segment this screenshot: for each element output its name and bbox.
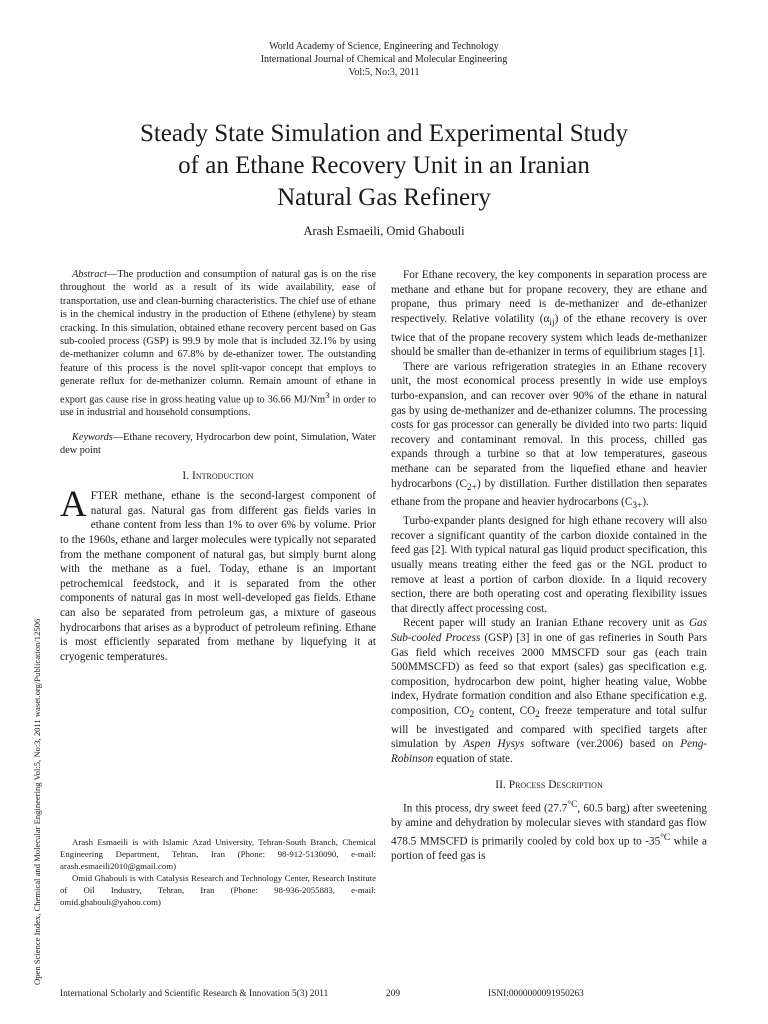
section-heading-introduction: I. Introduction <box>182 469 254 482</box>
paragraph-turbo-expander: Turbo-expander plants designed for high ethane recovery will also recover a significant quantity of the carbon dioxide contained in the feed gas [2]. With typical natural gas liquid product specification, this usually means treating either the feed gas or the NGL product to remove at least a portion of carbon dioxide. In a liquid recovery section, there are both operating cost and operating flexibility issues that directly affect processing cost. <box>391 515 707 615</box>
journal-header <box>0 40 768 79</box>
header-line-academy: World Academy of Science, Engineering and Technology <box>269 41 499 52</box>
left-column <box>60 268 376 664</box>
keywords: Keywords—Ethane recovery, Hydrocarbon dew point, Simulation, Water dew point <box>60 431 376 457</box>
page-number: 209 <box>386 989 401 999</box>
drop-cap: A <box>60 484 87 526</box>
author-footnotes <box>60 836 376 908</box>
paper-title <box>60 118 708 214</box>
introduction-paragraph: AFTER methane, ethane is the second-largest component of natural gas. Natural gas from different gas fields varies in ethane content from less than 1% to over 6% by volume. Prior to the 1960s, ethane and larger molecules were typically not separated from the methane component of natural gas, but simply burnt along with the methane as a fuel. Today, ethane is an important petrochemical feedstock, and it is separated from the other components of natural gas in most well-developed gas fields. Ethane can also be separated from petroleum gas, a mixture of gaseous hydrocarbons that arises as a byproduct of petroleum refining. Ethane is most efficiently separated from methane by liquefying it at cryogenic temperatures. <box>60 484 376 663</box>
abstract: Abstract—The production and consumption of natural gas is on the rise throughout the world as a result of its wide availability, ease of transportation, use and clean-burning characteristics. The chief use of ethane is in the chemical industry in the production of Ethene (ethylene) by steam cracking. In this simulation, obtained ethane recovery percent based on Gas sub-cooled process (GSP) is 99.9 by mole that is included 32.1% by using de-methanizer column and 67.8% by de-ethanizer tower. The outstanding feature of this process is the novel split-vapor concept that employs to generate reflux for de-methanizer column. Remain amount of ethane in export gas cause rise in gross heating value up to 36.66 MJ/Nm$^3$ in order to use in industrial and household consumptions. <box>60 269 376 419</box>
paragraph-ethane-recovery: For Ethane recovery, the key components in separation process are methane and ethane but for propane recovery, they are ethane and propane, thus primary need is de-methanizer and de-ethanizer respectively. Relative volatility $(\alpha_{ij})$ of the ethane recovery is over twice that of the propane recovery system which leads de-methanizer should be smaller than de-ethanizer in terms of equilibrium stages [1]. <box>391 269 707 359</box>
sidebar-citation: Open Science Index, Chemical and Molecular Engineering Vol:5, No:3, 2011 waset.org/Publication/12506 <box>32 618 42 985</box>
title-line-3: Natural Gas Refinery <box>277 184 491 211</box>
footnote-author-1: Arash Esmaeili is with Islamic Azad University, Tehran-South Branch, Chemical Engineering Department, Tehran, Iran (Phone: 98-912-5130090, e-mail: arash.esmaeili2010@gmail.com) <box>60 837 376 871</box>
title-line-1: Steady State Simulation and Experimental Study <box>139 120 629 147</box>
keywords-text: Ethane recovery, Hydrocarbon dew point, Simulation, Water dew point <box>60 431 376 457</box>
abstract-label: Abstract <box>72 269 107 280</box>
footnote-author-2: Omid Ghabouli is with Catalysis Research and Technology Center, Research Institute of Oil Industry, Tehran, Iran (Phone: 98-936-2055883, e-mail: omid.ghabouli@yahoo.com) <box>60 873 376 907</box>
paragraph-recent-paper: Recent paper will study an Iranian Ethane recovery unit as Gas Sub-cooled Process (GSP) [3] in one of gas refineries in South Pars Gas field which receives 2000 MMSCFD sour gas (each train 500MMSCFD) as feed so that export (sales) gas specification e.g. composition, hydrocarbon dew point, higher heating value, Wobbe index, Hydrate formation condition and also Ethane specification e.g. composition, $CO_2$ content, $CO_2$ freeze temperature and total sulfur will be investigated and compared with specified targets after simulation by Aspen Hysys software (ver.2006) based on Peng-Robinson equation of state. <box>391 617 708 765</box>
footer-isni: ISNI:0000000091950263 <box>488 989 584 999</box>
paragraph-refrigeration: There are various refrigeration strategies in an Ethane recovery unit, the most economical process presently in wide use employs turbo-expansion, and can recover over 90% of the ethane in natural gas by using de-methanizer and de-ethanizer columns. The processing costs for gas processor can generally be divided into two parts: liquid recovery and contaminant removal. In this process, chilled gas expands through a turbine so that at low temperatures, gaseous methane can be separated from the liquefied ethane and heavier hydrocarbons $(C_{2+})$ by distillation. Further distillation then separates ethane from the propane and heavier hydrocarbons $(C_{3+})$. <box>391 360 707 512</box>
footer-publisher: International Scholarly and Scientific Research & Innovation 5(3) 2011 <box>60 989 329 999</box>
title-line-2: of an Ethane Recovery Unit in an Iranian <box>178 152 590 179</box>
header-line-volume: Vol:5, No:3, 2011 <box>348 67 420 78</box>
authors: Arash Esmaeili, Omid Ghabouli <box>303 224 465 238</box>
right-column <box>391 268 707 864</box>
section-heading-process-description: II. Process Description <box>495 778 603 791</box>
abstract-text: The production and consumption of natural gas is on the rise throughout the world as a result of its wide availability, ease of transportation, use and clean-burning characteristics. The chief use of ethane is in the chemical industry in the production of Ethene (ethylene) by steam cracking. In this simulation, obtained ethane recovery percent based on Gas sub-cooled process (GSP) is 99.9 by mole that is included 32.1% by using de-methanizer column and 67.8% by de-ethanizer tower. The outstanding feature of this process is the novel split-vapor concept that employs to generate reflux for de-methanizer column. Remain amount of ethane in export gas cause rise in gross heating value up to 36.66 MJ/Nm <box>60 269 376 406</box>
keywords-label: Keywords <box>72 431 113 443</box>
header-line-journal: International Journal of Chemical and Molecular Engineering <box>260 54 508 65</box>
paragraph-process: In this process, dry sweet feed ($27.7^{^\circ C}$, 60.5 barg) after sweetening by amine and dehydration by molecular sieves with standard gas flow 478.5 MMSCFD is primarily cooled by cold box up to $-35^{^\circ C}$ while a portion of feed gas is <box>391 800 707 863</box>
